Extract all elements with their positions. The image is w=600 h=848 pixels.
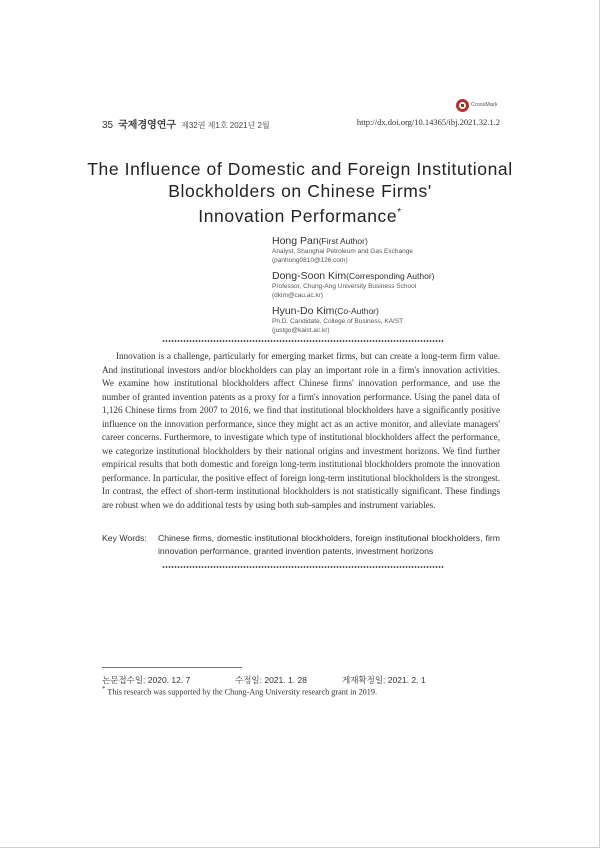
accepted-date: 게재확정일: 2021. 2. 1	[342, 675, 426, 685]
funding-footnote	[102, 686, 502, 697]
title-line-2: Blockholders on Chinese Firms'	[168, 181, 432, 201]
author-role: (Corresponding Author)	[346, 271, 435, 281]
crossmark-label: CrossMark	[471, 102, 498, 108]
author-role: (Co-Author)	[334, 306, 379, 316]
keywords-text: Chinese firms, domestic institutional blockholders, foreign institutional blockholders, firm innovation performance, granted invention patents, investment horizons	[158, 533, 500, 556]
author-list	[272, 235, 512, 340]
footnote-marker: *	[102, 686, 106, 693]
received-date: 논문접수일: 2020. 12. 7	[102, 675, 191, 685]
keywords-label: Key Words:	[102, 533, 147, 543]
title-line-3: Innovation Performance	[198, 205, 398, 226]
author-affiliation: Ph.D. Candidate, College of Business, KAIST	[272, 318, 404, 325]
author-role: (First Author)	[318, 236, 368, 246]
author-block	[272, 305, 512, 335]
dotted-divider-bottom	[162, 566, 444, 568]
author-block	[272, 270, 512, 300]
crossmark-icon-center	[461, 104, 464, 107]
abstract-text: Innovation is a challenge, particularly for emerging market firms, but can create a long-term firm value. And institutional investors and/or blockholders can play an important role in a firm's innovation activities. We examine how institutional blockholders affect Chinese firms' innovation performance, and use the number of granted invention patents as a proxy for a firm's innovation performance. Using the panel data of 1,126 Chinese firms from 2007 to 2016, we find that institutional blockholders have a significantly positive influence on the innovation performance, since they might act as an active monitor, and alleviate managers' career concerns. Furthermore, to investigate which type of institutional blockholders affect the performance, we categorize institutional blockholders by their national origins and investment horizons. We find further empirical results that both domestic and foreign long-term institutional blockholders promote the innovation performance. In particular, the positive effect of foreign long-term institutional blockholders is the strongest. In contrast, the effect of short-term institutional blockholders is not statistically significant. These findings are robust when we do additional tests by using both sub-samples and instrument variables.	[102, 351, 500, 510]
dotted-divider-top	[162, 340, 444, 342]
author-block	[272, 235, 512, 265]
journal-name: 국제경영연구	[118, 120, 177, 131]
author-email[interactable]: (panhong0810@126.com)	[272, 256, 348, 264]
author-email[interactable]: (dkim@cau.ac.kr)	[272, 291, 324, 299]
revised-date: 수정일: 2021. 1. 28	[235, 675, 307, 685]
author-email[interactable]: (justgo@kaist.ac.kr)	[272, 326, 330, 334]
title-footnote-marker[interactable]: *	[397, 207, 402, 218]
footnote-text: This research was supported by the Chung-Ang University research grant in 2019.	[105, 687, 377, 697]
author-name: Hong Pan	[272, 235, 319, 247]
doi-link[interactable]: http://dx.doi.org/10.14365/ibj.2021.32.1.2	[356, 117, 500, 127]
paper-title	[60, 158, 540, 227]
running-header	[102, 116, 500, 130]
footnote-rule	[102, 667, 242, 668]
author-name: Dong-Soon Kim	[272, 270, 347, 282]
author-affiliation: Analyst, Shanghai Petroleum and Gas Exchange	[272, 248, 413, 255]
page-number: 35	[102, 120, 114, 131]
volume-info: 제32권 제1호 2021년 2월	[181, 121, 270, 130]
author-name: Hyun-Do Kim	[272, 305, 335, 317]
author-affiliation: Professor, Chung-Ang University Business School	[272, 283, 417, 290]
journal-info	[102, 116, 270, 131]
title-line-1: The Influence of Domestic and Foreign Institutional	[87, 159, 513, 179]
submission-dates	[102, 674, 502, 686]
crossmark-badge[interactable]	[456, 99, 506, 113]
